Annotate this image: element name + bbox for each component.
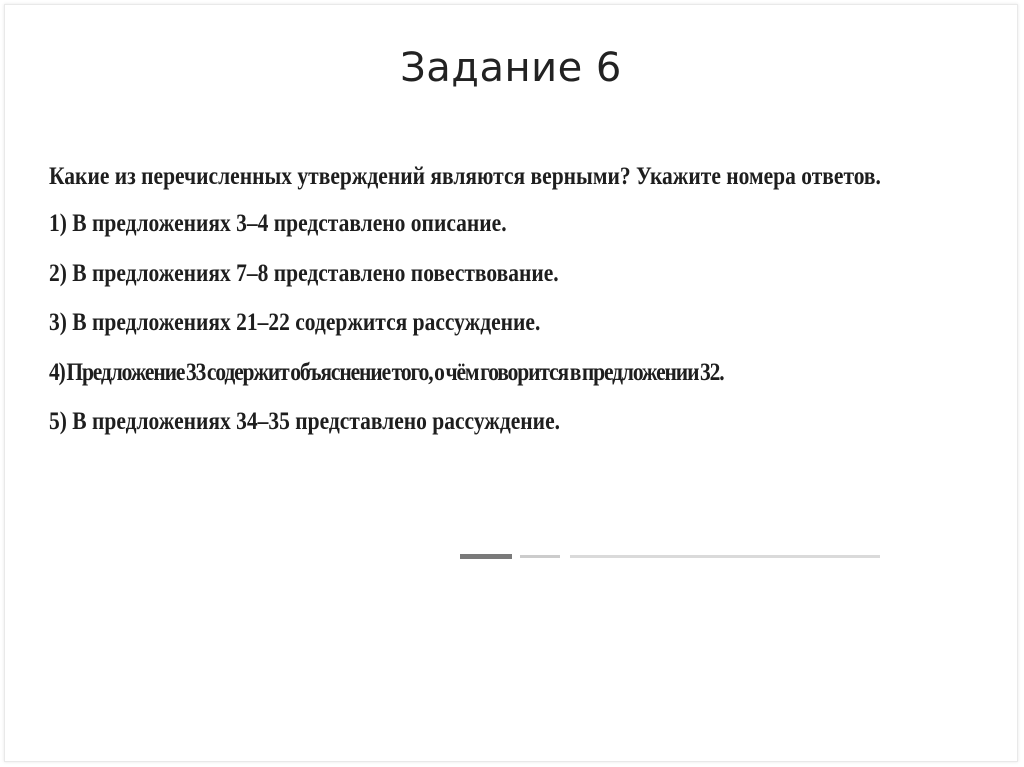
answer-option-3: 3) В предложениях 21–22 содержится рассуждение. <box>49 309 541 336</box>
answer-option-2: 2) В предложениях 7–8 представлено повествование. <box>49 259 559 287</box>
slide-title: Задание 6 <box>400 45 622 91</box>
answer-option-4: 4) Предложение 33 содержит объяснение того, о чём говорится в предложении 32. <box>49 358 724 386</box>
answer-option-1: 1) В предложениях 3–4 представлено описание. <box>49 210 507 237</box>
scan-artifact-line <box>520 555 560 558</box>
task-question: Какие из перечисленных утверждений являются верными? Укажите номера ответов. <box>49 163 881 190</box>
scan-artifact-line <box>460 554 512 559</box>
scan-artifact-line <box>570 555 880 558</box>
answer-option-5: 5) В предложениях 34–35 представлено рассуждение. <box>49 408 560 435</box>
slide-frame <box>4 4 1018 762</box>
task-scan <box>49 160 881 457</box>
answer-options-list <box>49 209 806 437</box>
